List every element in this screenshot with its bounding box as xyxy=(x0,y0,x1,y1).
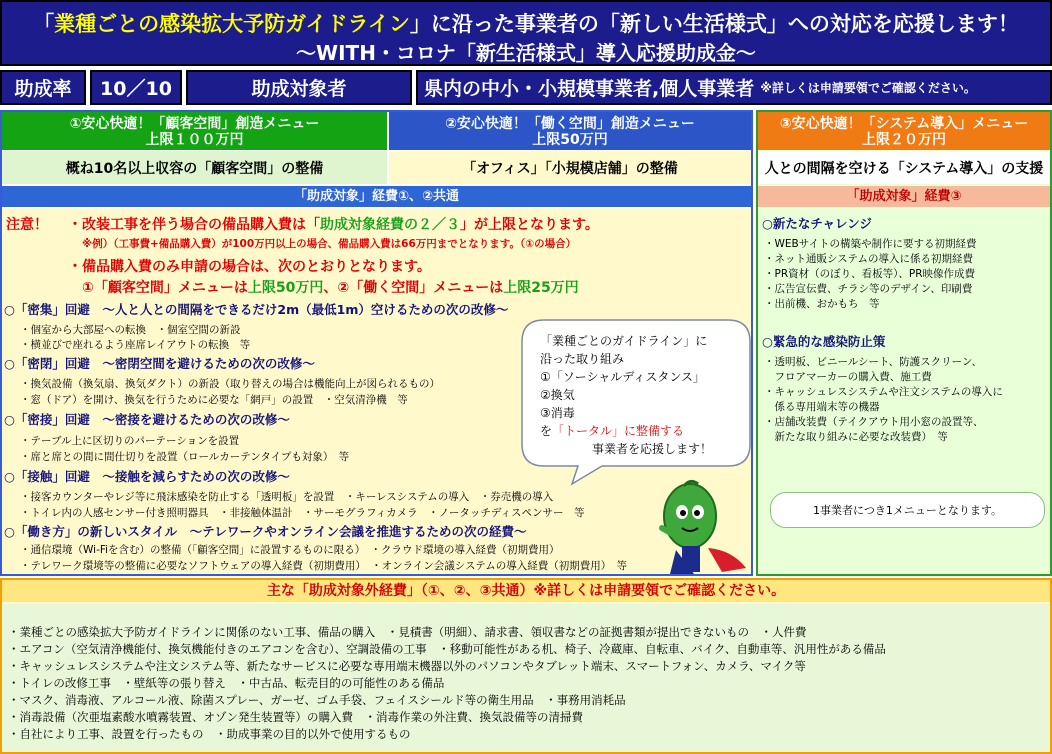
section-missetsu-head: ○「密接」回避 ～密接を避けるための次の改修～ xyxy=(4,412,290,427)
section-sesshoku-item: ・トイレ内の人感センサー付き照明器具 ・非接触体温計 ・サーモグラフィカメラ ・ノータッチディスペンサー 等 xyxy=(20,507,585,519)
bubble-line: ②換気 xyxy=(540,388,575,402)
right-sec2-item: 新たな取り組みに必要な改装費） 等 xyxy=(764,431,948,443)
excluded-line: ・トイレの改修工事 ・壁紙等の張り替え ・中古品、転売目的の可能性のある備品 xyxy=(8,676,445,690)
menu-2-desc: 「オフィス」「小規模店舗」の整備 xyxy=(389,151,751,184)
one-menu-note: 1事業者につき1メニューとなります。 xyxy=(770,492,1045,528)
notice-line-4: ①「顧客空間」メニューは上限50万円、②「働く空間」メニューは上限25万円 xyxy=(82,280,579,296)
common-expense-header: 「助成対象」経費①、②共通 xyxy=(2,186,751,207)
menu-3-limit: 上限２０万円 xyxy=(862,132,946,148)
page-title: 「業種ごとの感染拡大予防ガイドライン」に沿った事業者の「新しい生活様式」への対応を応援します！ xyxy=(33,12,1019,36)
right-sec2-item: 係る専用端末等の機器 xyxy=(764,401,880,413)
notice-line-1: ・改装工事を伴う場合の備品購入費は「助成対象経費の２／３」が上限となります。 xyxy=(68,217,599,233)
right-sec2-item: ・店舗改装費（テイクアウト用小窓の設置等、 xyxy=(764,416,984,428)
section-mitsushu-item: ・横並びで座れるよう座席レイアウトの転換 等 xyxy=(20,339,251,351)
section-mippei-item: ・換気設備（換気扇、換気ダクト）の新設（取り替えの場合は機能向上が図られるもの） xyxy=(20,378,440,390)
right-sec1-item: ・WEBサイトの構築や制作に要する初期経費 xyxy=(764,238,977,250)
page-subtitle: ～WITH・コロナ「新生活様式」導入応援助成金～ xyxy=(296,41,756,65)
bubble-line: 事業者を応援します！ xyxy=(592,442,713,456)
section-workstyle-item: ・テレワーク環境等の整備に必要なソフトウェアの導入経費（初期費用） ・オンライン会議システムの導入経費（初期費用） 等 xyxy=(20,560,628,572)
menu-3-header xyxy=(758,112,1050,150)
excluded-line: ・マスク、消毒液、アルコール液、除菌スプレー、ガーゼ、ゴム手袋、フェイスシールド等の衛生用品 ・事務用消耗品 xyxy=(8,693,626,707)
excluded-line: ・エアコン（空気清浄機能付、換気機能付きのエアコンを含む）、空調設備の工事 ・移動可能性がある机、椅子、冷蔵庫、自転車、バイク、自動車等、汎用性がある備品 xyxy=(8,642,886,656)
right-sec1-item: ・出前機、おかもち 等 xyxy=(764,298,880,310)
right-sec1-item: ・広告宣伝費、チラシ等のデザイン、印刷費 xyxy=(764,283,973,295)
menu-2-header xyxy=(389,112,751,150)
title-highlight: 業種ごとの感染拡大予防ガイドライン xyxy=(54,12,410,36)
menu-1-header xyxy=(2,112,387,150)
target-value: 県内の中小・小規模事業者,個人事業者 xyxy=(424,78,755,100)
target-value-cell xyxy=(416,70,1052,105)
bubble-line: 沿った取り組み xyxy=(540,352,625,366)
excluded-expenses-header: 主な「助成対象外経費」（①、②、③共通）※詳しくは申請要領でご確認ください。 xyxy=(2,580,1050,602)
notice-line-3: ・備品購入費のみ申請の場合は、次のとおりとなります。 xyxy=(68,259,431,275)
section-workstyle-item: ・通信環境（Wi-Fiを含む）の整備（「顧客空間」に設置するものに限る） ・クラウド環境の導入経費（初期費用） xyxy=(20,544,560,556)
rate-value: 10／10 xyxy=(90,70,182,105)
menu-1-limit: 上限１００万円 xyxy=(145,132,244,148)
target-label: 助成対象者 xyxy=(186,70,412,105)
notice-line-2: ※例）（工事費+備品購入費）が100万円以上の場合、備品購入費は66万円までとなります。（①の場合） xyxy=(82,238,577,250)
menu-3-desc: 人との間隔を空ける「システム導入」の支援 xyxy=(758,151,1050,184)
bubble-line: ③消毒 xyxy=(540,406,575,420)
right-sec1-item: ・PR資材（のぼり、看板等）、PR映像作成費 xyxy=(764,268,976,280)
right-sec1-item: ・ネット通販システムの導入に係る初期経費 xyxy=(764,253,973,265)
right-sec2-item: フロアマーカーの購入費、施工費 xyxy=(764,371,932,383)
bubble-line: ①「ソーシャルディスタンス」 xyxy=(540,370,705,384)
bubble-line: 「業種ごとのガイドライン」に xyxy=(540,334,708,348)
excluded-line: ・キャッシュレスシステムや注文システム等、新たなサービスに必要な専用端末機器以外のパソコンやタブレット端末、スマートフォン、カメラ、マイク等 xyxy=(8,659,806,673)
menu-1-title: ①安心快適！「顧客空間」創造メニュー xyxy=(69,116,320,132)
section-sesshoku-item: ・接客カウンターやレジ等に飛沫感染を防止する「透明板」を設置 ・キーレスシステムの導入 ・券売機の導入 xyxy=(20,491,554,503)
right-sec2-item: ・透明板、ビニールシート、防護スクリーン、 xyxy=(764,356,983,368)
right-sec2-item: ・キャッシュレスシステムや注文システムの導入に xyxy=(764,386,1003,398)
section-missetsu-item: ・席と席との間に間仕切りを設置（ロールカーテンタイプも対象） 等 xyxy=(20,451,350,463)
notice-label: 注意！ xyxy=(6,217,48,233)
excluded-line: ・消毒設備（次亜塩素酸水噴霧装置、オゾン発生装置等）の購入費 ・消毒作業の外注費、換気設備等の清掃費 xyxy=(8,710,583,724)
section-workstyle-head: ○「働き方」の新しいスタイル ～テレワークやオンライン会議を推進するための次の経費～ xyxy=(4,524,527,539)
menu-2-limit: 上限50万円 xyxy=(532,132,608,148)
mascot-character xyxy=(650,478,750,576)
section-mitsushu-item: ・個室から大部屋への転換 ・個室空間の新設 xyxy=(20,324,241,336)
section-missetsu-item: ・テーブル上に区切りのパーテーションを設置 xyxy=(20,435,240,447)
menu-3-expense-header: 「助成対象」経費③ xyxy=(758,186,1050,207)
excluded-line: ・業種ごとの感染拡大予防ガイドラインに関係のない工事、備品の購入 ・見積書（明細）、請求書、領収書などの証拠書類が提出できないもの ・人件費 xyxy=(8,625,807,639)
bubble-line: を「トータル」に整備する xyxy=(540,424,685,438)
right-sec2-head: ○緊急的な感染防止策 xyxy=(762,334,886,349)
info-row xyxy=(0,70,1052,105)
rate-label: 助成率 xyxy=(0,70,86,105)
speech-bubble xyxy=(520,318,754,478)
section-sesshoku-head: ○「接触」回避 ～接触を減らすための次の改修～ xyxy=(4,469,290,484)
section-mippei-head: ○「密閉」回避 ～密閉空間を避けるための次の改修～ xyxy=(4,356,315,371)
excluded-expenses-body xyxy=(2,604,1050,752)
menu-2-title: ②安心快適！「働く空間」創造メニュー xyxy=(445,116,695,132)
section-mippei-item: ・窓（ドア）を開け、換気を行うために必要な「網戸」の設置 ・空気清浄機 等 xyxy=(20,394,408,406)
excluded-line: ・自社により工事、設置を行ったもの ・助成事業の目的以外で使用するもの xyxy=(8,727,411,741)
section-mitsushu-head: ○「密集」回避 ～人と人との間隔をできるだけ2m（最低1m）空けるための次の改修～ xyxy=(4,302,509,317)
menu-1-desc: 概ね10名以上収容の「顧客空間」の整備 xyxy=(2,151,387,184)
target-note: ※詳しくは申請要領でご確認ください。 xyxy=(760,81,976,95)
right-sec1-head: ○新たなチャレンジ xyxy=(762,216,872,231)
menu-3-title: ③安心快適！「システム導入」メニュー xyxy=(779,116,1029,132)
